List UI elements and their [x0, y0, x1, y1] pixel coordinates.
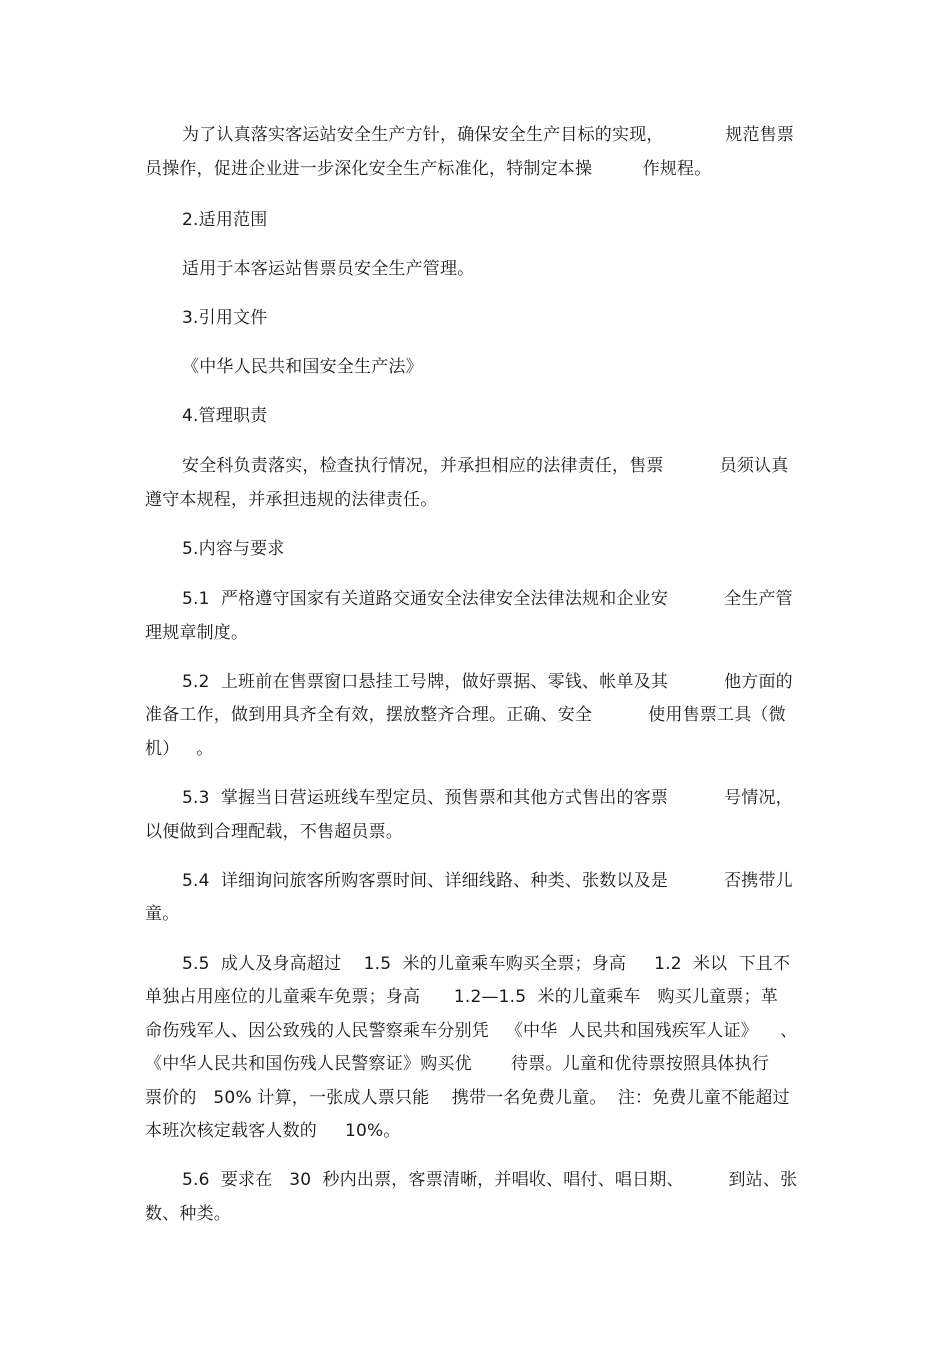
item-5-5-line-6: 本班次核定载客人数的 10%。: [145, 1121, 401, 1141]
section-4-line-2: 遵守本规程，并承担违规的法律责任。: [145, 490, 438, 510]
section-5-heading: 5.内容与要求: [182, 539, 285, 559]
item-5-5-line-2: 单独占用座位的儿童乘车免票；身高 1.2—1.5 米的儿童乘车 购买儿童票；革: [145, 987, 778, 1007]
section-3-text: 《中华人民共和国安全生产法》: [182, 357, 423, 377]
section-2-heading: 2.适用范围: [182, 210, 268, 230]
item-5-4-line-2: 童。: [145, 904, 180, 924]
item-5-3-line-1: 5.3 掌握当日营运班线车型定员、预售票和其他方式售出的客票 号情况，: [182, 788, 793, 808]
intro-line-1: 为了认真落实客运站安全生产方针，确保安全生产目标的实现， 规范售票: [182, 125, 795, 145]
section-3-heading: 3.引用文件: [182, 308, 268, 328]
item-5-5-line-5: 票价的 50% 计算，一张成人票只能 携带一名免费儿童。 注：免费儿童不能超过: [145, 1088, 790, 1108]
item-5-1-line-2: 理规章制度。: [145, 623, 249, 643]
item-5-3-line-2: 以便做到合理配载，不售超员票。: [145, 822, 403, 842]
section-4-line-1: 安全科负责落实，检查执行情况，并承担相应的法律责任，售票 员须认真: [182, 456, 789, 476]
section-4-heading: 4.管理职责: [182, 406, 268, 426]
item-5-2-line-1: 5.2 上班前在售票窗口悬挂工号牌，做好票据、零钱、帐单及其 他方面的: [182, 672, 793, 692]
item-5-6-line-2: 数、种类。: [145, 1204, 231, 1224]
item-5-5-line-4: 《中华人民共和国伤残人民警察证》购买优 待票。儿童和优待票按照具体执行: [145, 1054, 770, 1074]
item-5-6-line-1: 5.6 要求在 30 秒内出票，客票清晰，并唱收、唱付、唱日期、 到站、张: [182, 1170, 798, 1190]
section-2-text: 适用于本客运站售票员安全生产管理。: [182, 259, 475, 279]
item-5-5-line-1: 5.5 成人及身高超过 1.5 米的儿童乘车购买全票；身高 1.2 米以 下且不: [182, 954, 791, 974]
item-5-4-line-1: 5.4 详细询问旅客所购客票时间、详细线路、种类、张数以及是 否携带儿: [182, 871, 793, 891]
item-5-2-line-3: 机） 。: [145, 739, 214, 759]
item-5-1-line-1: 5.1 严格遵守国家有关道路交通安全法律安全法律法规和企业安 全生产管: [182, 589, 793, 609]
item-5-2-line-2: 准备工作，做到用具齐全有效，摆放整齐合理。正确、安全 使用售票工具（微: [145, 705, 786, 725]
item-5-5-line-3: 命伤残军人、因公致残的人民警察乘车分别凭 《中华 人民共和国残疾军人证》 、: [145, 1021, 798, 1041]
intro-line-2: 员操作，促进企业进一步深化安全生产标准化，特制定本操 作规程。: [145, 159, 712, 179]
